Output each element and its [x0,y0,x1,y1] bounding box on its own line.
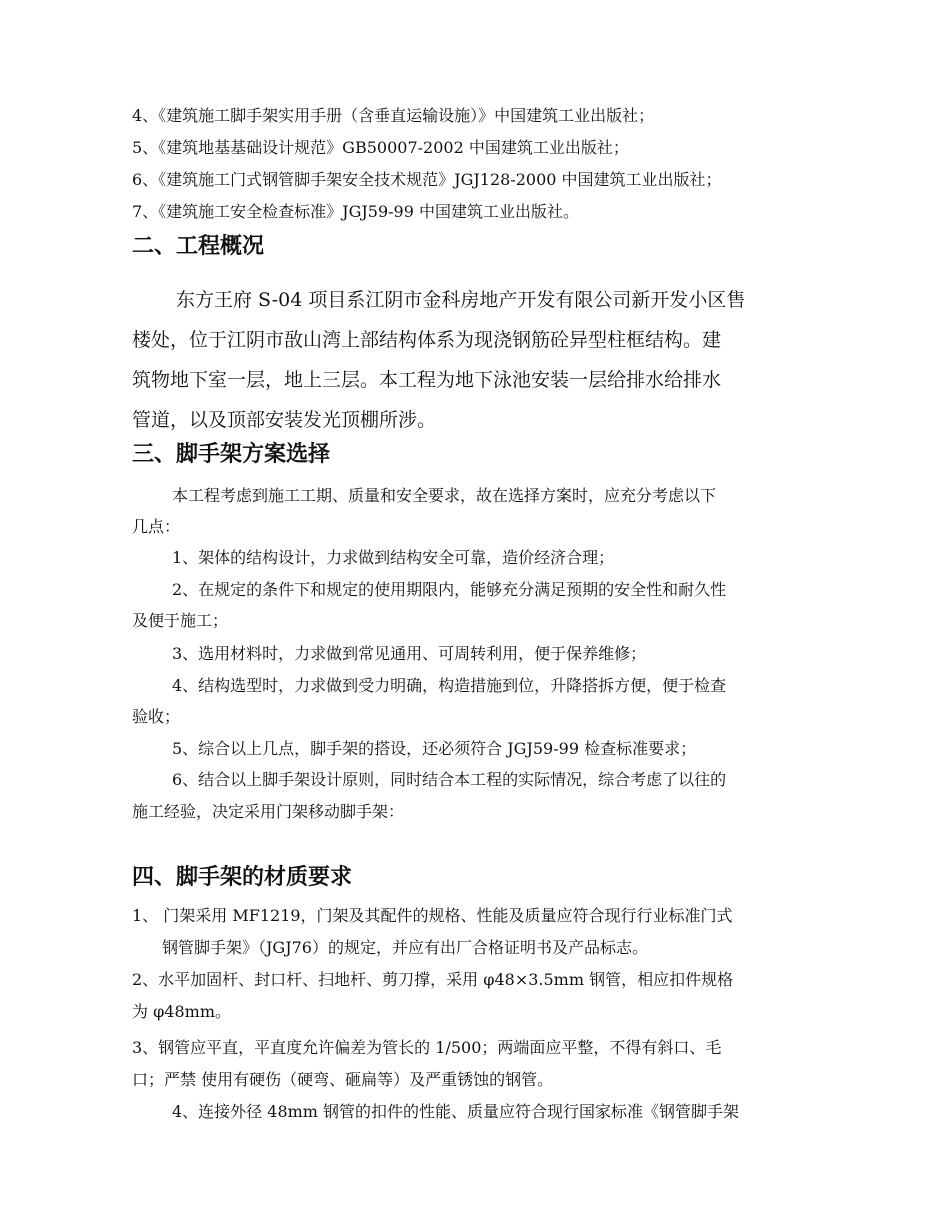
paragraph-line: 管道，以及顶部安装发光顶棚所涉。 [132,409,437,431]
section-heading-scheme: 三、脚手架方案选择 [132,442,331,467]
list-item: 3、钢管应平直，平直度允许偏差为管长的 1/500；两端面应平整，不得有斜口、毛 [132,1038,722,1057]
reference-item: 6、《建筑施工门式钢管脚手架安全技术规范》JGJ128-2000 中国建筑工业出版社； [132,170,722,189]
list-item: 1、架体的结构设计，力求做到结构安全可靠，造价经济合理； [172,548,615,567]
reference-item: 7、《建筑施工安全检查标准》JGJ59-99 中国建筑工业出版社。 [132,202,580,221]
reference-item: 4、《建筑施工脚手架实用手册（含垂直运输设施）》中国建筑工业出版社； [132,106,655,125]
paragraph-line: 施工经验，决定采用门架移动脚手架： [132,802,405,821]
paragraph-line: 几点： [132,517,181,536]
paragraph-line: 钢管脚手架》（JGJ76）的规定，并应有出厂合格证明书及产品标志。 [162,938,648,957]
paragraph-line: 楼处，位于江阴市敔山湾上部结构体系为现浇钢筋砼异型柱框结构。建 [132,329,722,351]
section-heading-materials: 四、脚手架的材质要求 [132,865,353,890]
paragraph-line: 本工程考虑到施工工期、质量和安全要求，故在选择方案时，应充分考虑以下 [172,486,717,505]
paragraph-line: 验收； [132,707,181,726]
list-item: 5、综合以上几点，脚手架的搭设，还必须符合 JGJ59-99 检查标准要求； [172,739,697,758]
paragraph-line: 及便于施工； [132,611,229,630]
list-item: 2、水平加固杆、封口杆、扫地杆、剪刀撑，采用 φ48×3.5mm 钢管，相应扣件规格 [132,970,734,989]
list-item: 2、在规定的条件下和规定的使用期限内，能够充分满足预期的安全性和耐久性 [172,580,727,599]
list-item: 3、选用材料时，力求做到常见通用、可周转利用，便于保养维修； [172,644,647,663]
paragraph-line: 筑物地下室一层，地上三层。本工程为地下泳池安装一层给排水给排水 [132,369,722,391]
list-item: 1、 门架采用 MF1219，门架及其配件的规格、性能及质量应符合现行行业标准门式 [132,906,733,925]
list-item: 6、结合以上脚手架设计原则，同时结合本工程的实际情况，综合考虑了以往的 [172,770,727,789]
reference-item: 5、《建筑地基基础设计规范》GB50007-2002 中国建筑工业出版社； [132,138,629,157]
paragraph-line: 口；严禁 使用有硬伤（硬弯、砸扁等）及严重锈蚀的钢管。 [132,1070,554,1089]
section-heading-overview: 二、工程概况 [132,234,265,259]
list-item: 4、结构选型时，力求做到受力明确，构造措施到位，升降搭拆方便，便于检查 [172,676,727,695]
paragraph-line: 为 φ48mm。 [132,1002,231,1021]
paragraph-line: 东方王府 S-04 项目系江阴市金科房地产开发有限公司新开发小区售 [176,289,746,311]
list-item: 4、连接外径 48mm 钢管的扣件的性能、质量应符合现行国家标准《钢管脚手架 [172,1102,740,1121]
